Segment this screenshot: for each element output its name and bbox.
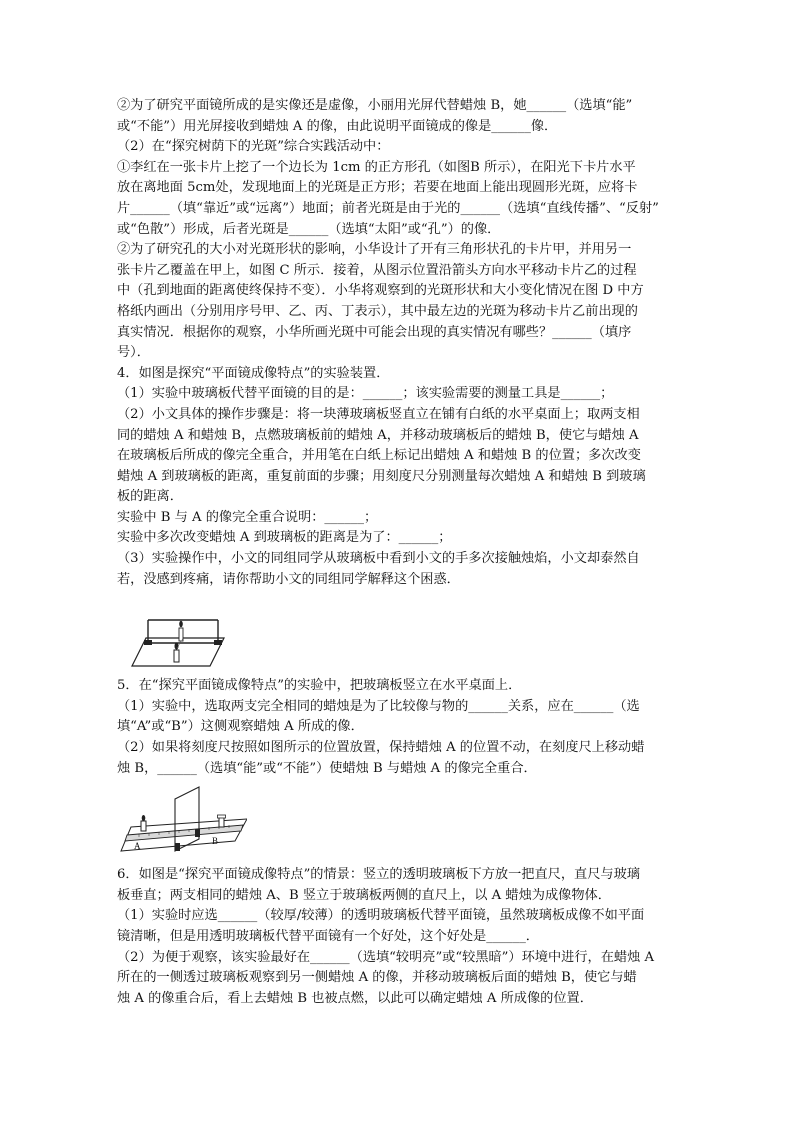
text-line: 若，没感到疼痛，请你帮助小文的同组同学解释这个困惑．	[117, 571, 460, 587]
text-line: 实验中 B 与 A 的像完全重合说明：______；	[117, 509, 378, 525]
text-line: 填“A”或“B”）这侧观察蜡烛 A 所成的像．	[117, 719, 364, 735]
ruler-and-glass-figure	[119, 785, 247, 865]
text-line: 烛 B，______（选填“能”或“不能”）使蜡烛 B 与蜡烛 A 的像完全重合．	[117, 760, 537, 776]
text-line: （2）如果将刻度尺按照如图所示的位置放置，保持蜡烛 A 的位置不动，在刻度尺上移动蜡	[117, 740, 645, 756]
text-line: 所在的一侧透过玻璃板观察到另一侧蜡烛 A 的像，并移动玻璃板后面的蜡烛 B，使它与蜡	[117, 970, 637, 986]
text-line: 张卡片乙覆盖在甲上，如图 C 所示．接着，从图示位置沿箭头方向水平移动卡片乙的过程	[117, 262, 637, 278]
text-line: （2）小文具体的操作步骤是：将一块薄玻璃板竖直立在铺有白纸的水平桌面上；取两支相	[117, 406, 640, 422]
text-line: （1）实验中玻璃板代替平面镜的目的是：______；该实验需要的测量工具是______；	[117, 386, 614, 402]
text-line: 在玻璃板后所成的像完全重合，并用笔在白纸上标记出蜡烛 A 和蜡烛 B 的位置；多次改变	[117, 448, 641, 464]
text-line: 或“色散”）形成，后者光斑是______（选填“太阳”或“孔”）的像．	[117, 221, 501, 237]
text-line: 板垂直；两支相同的蜡烛 A、B 竖立于玻璃板两侧的直尺上，以 A 蜡烛为成像物体．	[117, 887, 611, 903]
text-line: （1）实验时应选______（较厚/较薄）的透明玻璃板代替平面镜，虽然玻璃板成像不如平面	[117, 908, 645, 924]
text-line: 蜡烛 A 到玻璃板的距离，重复前面的步骤；用刻度尺分别测量每次蜡烛 A 和蜡烛 B 到玻璃	[117, 468, 646, 484]
text-line: （2）为便于观察，该实验最好在______（选填“较明亮”或“较黑暗”）环境中进行，在蜡烛 A	[117, 949, 655, 965]
text-line: 号）．	[117, 345, 150, 361]
document-page	[117, 96, 683, 1009]
text-line: （2）在“探究树荫下的光斑”综合实践活动中：	[117, 139, 390, 155]
text-line: 或“不能”）用光屏接收到蜡烛 A 的像，由此说明平面镜成的像是______像．	[117, 118, 558, 134]
text-line: 格纸内画出（分别用序号甲、乙、丙、丁表示），其中最左边的光斑为移动卡片乙前出现的	[117, 303, 638, 319]
text-line: （3）实验操作中，小文的同组同学从玻璃板中看到小文的手多次接触烛焰，小文却泰然自	[117, 551, 640, 567]
text-line: ②为了研究孔的大小对光斑形状的影响，小华设计了开有三角形状孔的卡片甲，并用另一	[117, 242, 632, 258]
text-line: 中（孔到地面的距离使终保持不变）．小华将观察到的光斑形状和大小变化情况在图 D 中方	[117, 283, 644, 299]
text-line: （1）实验中，选取两支完全相同的蜡烛是为了比较像与物的______关系，应在______（选	[117, 698, 640, 714]
text-line: 烛 A 的像重合后，看上去蜡烛 B 也被点燃，以此可以确定蜡烛 A 所成像的位置．	[117, 990, 593, 1006]
text-line: 真实情况．根据你的观察，小华所画光斑中可能会出现的真实情况有哪些？______（填序	[117, 324, 632, 340]
label-b: B	[212, 836, 219, 847]
question-4-title: 4．如图是探究“平面镜成像特点”的实验装置．	[117, 365, 390, 381]
plane-mirror-apparatus-figure	[130, 598, 230, 670]
text-line: 放在离地面 5cm处，发现地面上的光斑是正方形；若要在地面上能出现圆形光斑，应将卡	[117, 180, 638, 196]
text-line: ②为了研究平面镜所成的是实像还是虚像，小丽用光屏代替蜡烛 B，她______（选填“能”	[117, 98, 633, 113]
text-line: 镜清晰，但是用透明玻璃板代替平面镜有一个好处，这个好处是______．	[117, 929, 539, 944]
text-line: 实验中多次改变蜡烛 A 到玻璃板的距离是为了：______；	[117, 530, 452, 546]
label-a: A	[134, 841, 141, 852]
text-line: 片______（填“靠近”或“远离”）地面；前者光斑是由于光的______（选填“直线传播”、“反射”	[117, 200, 659, 216]
question-5-title: 5．在“探究平面镜成像特点”的实验中，把玻璃板竖立在水平桌面上．	[117, 678, 522, 694]
text-line: ①李红在一张卡片上挖了一个边长为 1cm 的正方形孔（如图B 所示），在阳光下卡片水平	[117, 159, 636, 175]
text-line: 板的距离．	[117, 489, 183, 505]
question-6-title: 6．如图是“探究平面镜成像特点”的情景：竖立的透明玻璃板下方放一把直尺，直尺与玻璃	[117, 867, 640, 883]
text-line: 同的蜡烛 A 和蜡烛 B，点燃玻璃板前的蜡烛 A，并移动玻璃板后的蜡烛 B，使它与蜡烛 A	[117, 427, 639, 443]
